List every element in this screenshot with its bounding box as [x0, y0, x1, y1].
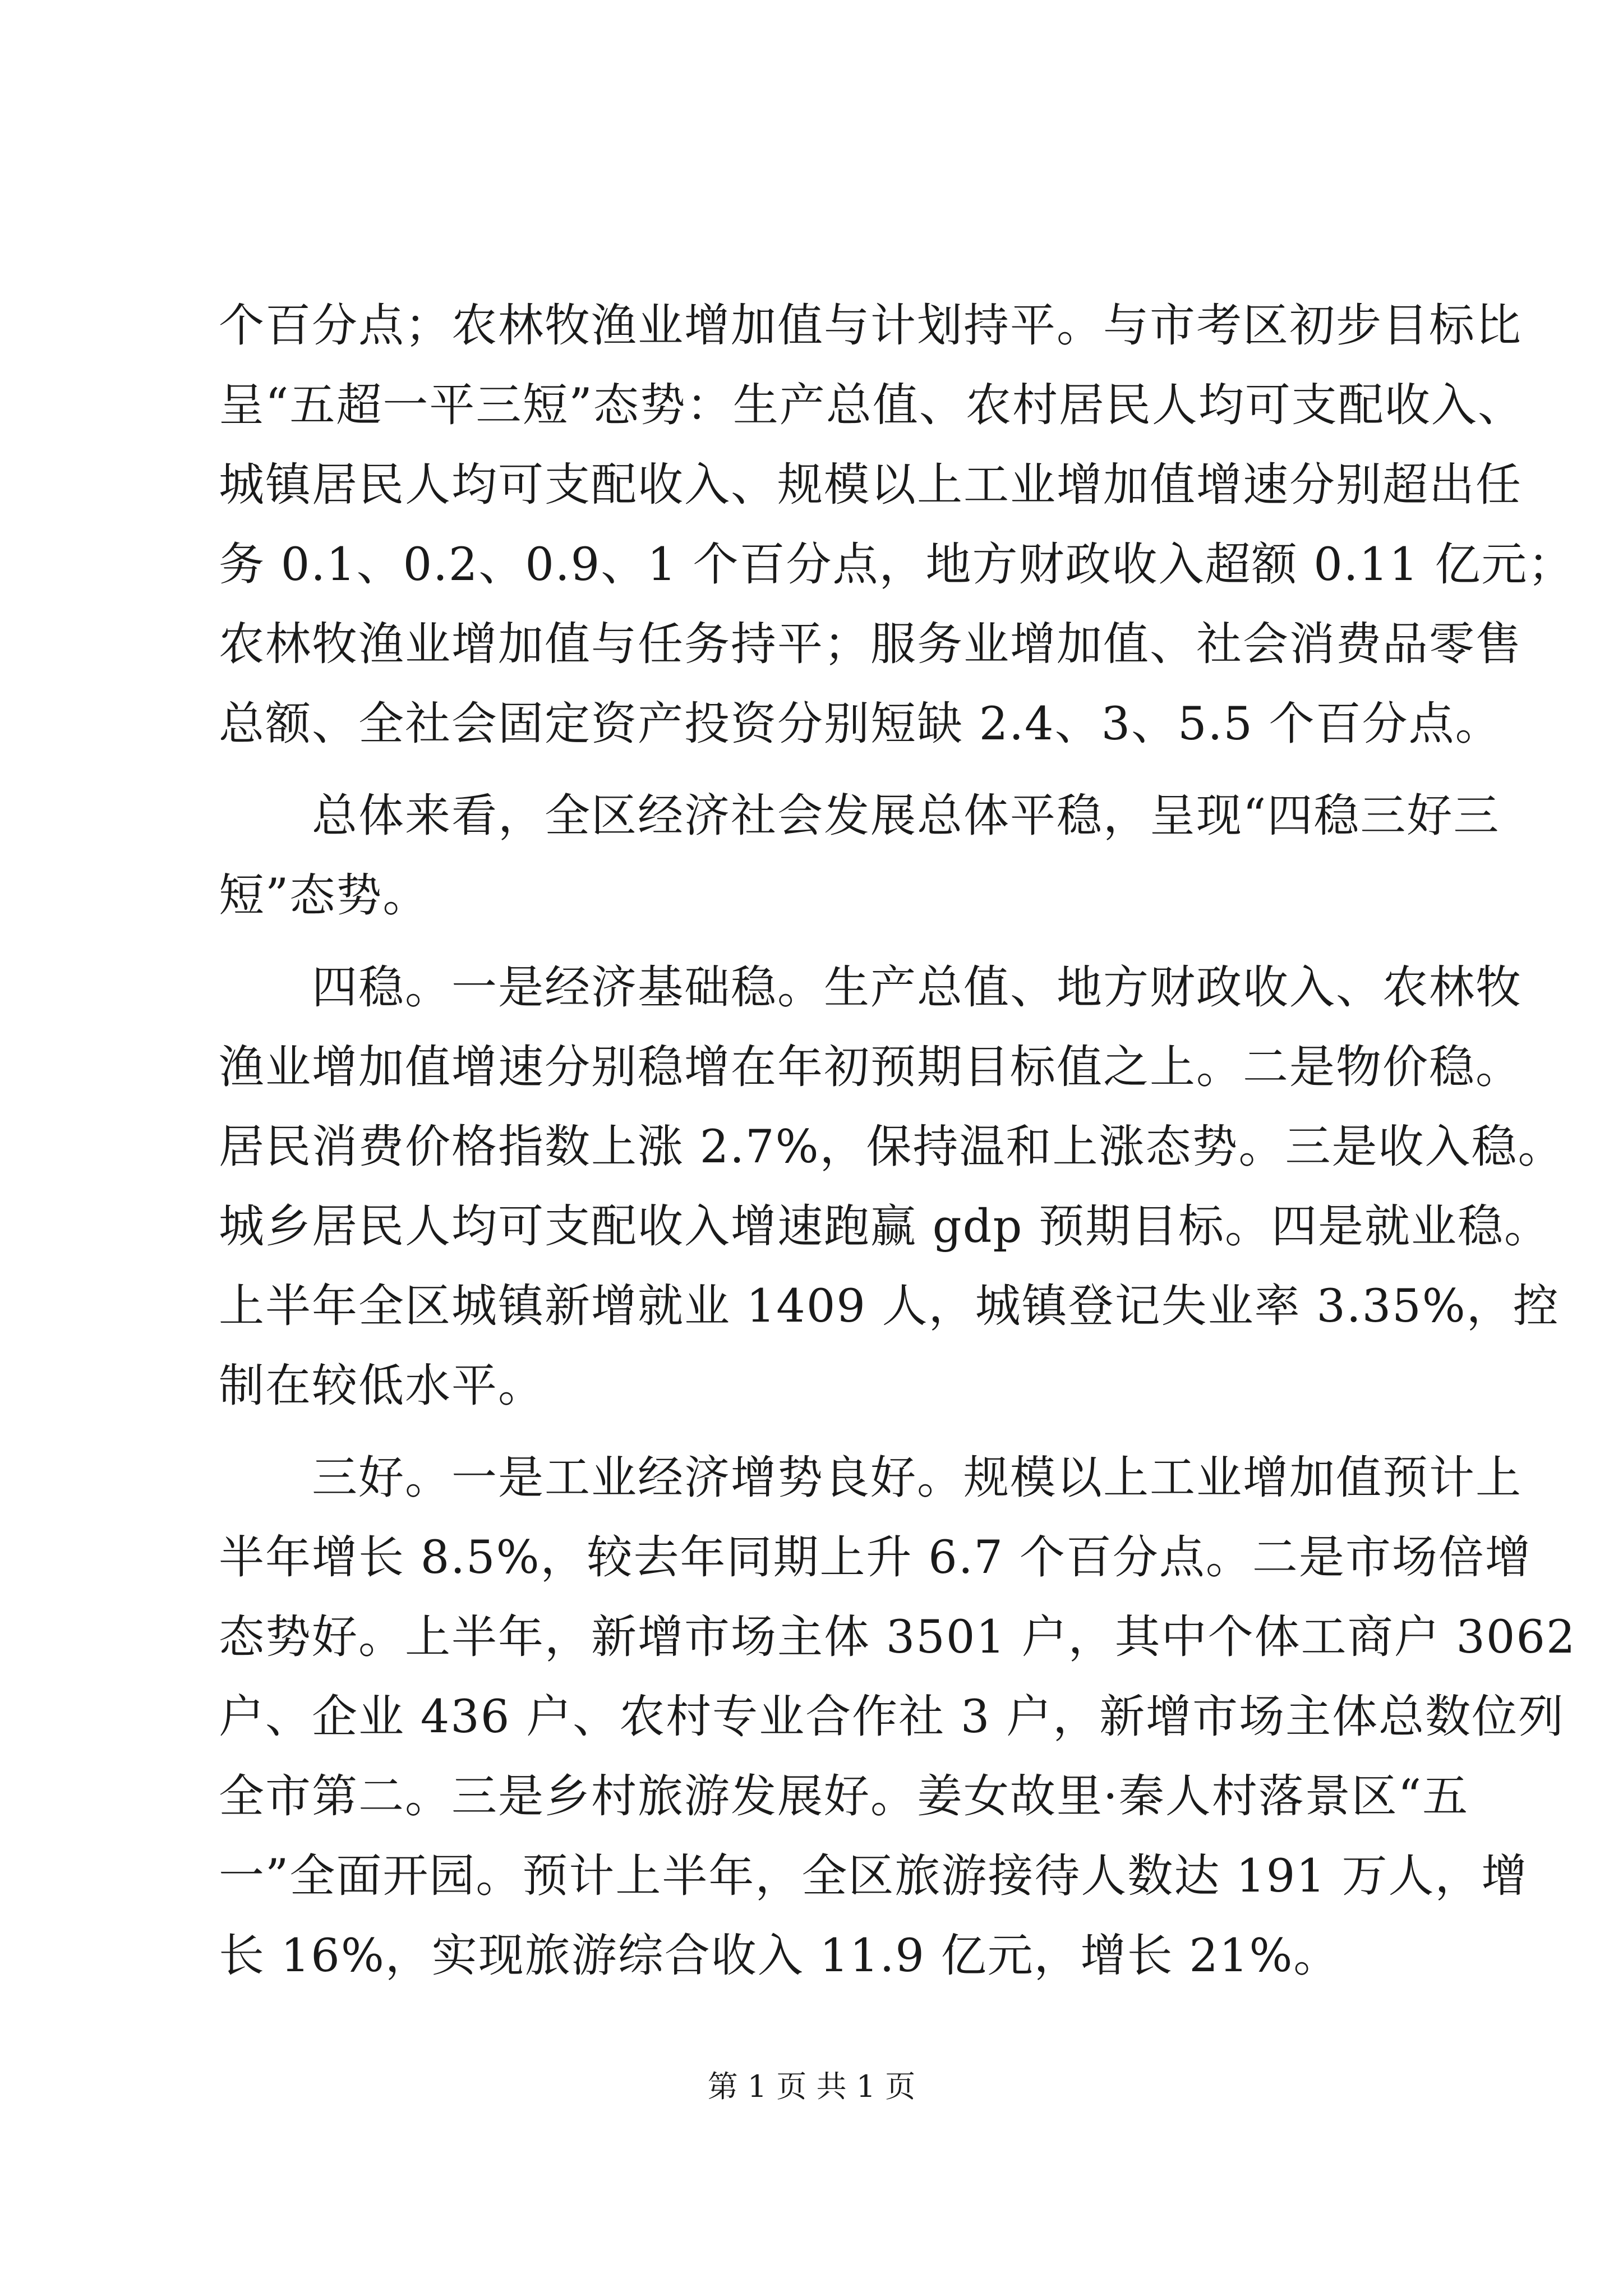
text-line: 态势好。上半年，新增市场主体 3501 户，其中个体工商户 3062 [219, 1611, 1576, 1664]
text-line: 总体来看，全区经济社会发展总体平稳，呈现“四稳三好三 [219, 790, 1500, 843]
paragraph [219, 948, 1565, 1426]
text-line: 呈“五超一平三短”态势：生产总值、农村居民人均可支配收入、 [219, 379, 1524, 432]
text-line: 制在较低水平。 [219, 1360, 545, 1412]
text-line: 个百分点；农林牧渔业增加值与计划持平。与市考区初步目标比 [219, 300, 1523, 352]
text-line: 户、企业 436 户、农村专业合作社 3 户，新增市场主体总数位列 [219, 1691, 1565, 1743]
text-line: 农林牧渔业增加值与任务持平；服务业增加值、社会消费品零售 [219, 618, 1523, 671]
text-line: 渔业增加值增速分别稳增在年初预期目标值之上。二是物价稳。 [219, 1041, 1523, 1094]
text-line: 务 0.1、0.2、0.9、1 个百分点，地方财政收入超额 0.11 亿元； [219, 539, 1575, 591]
text-line: 全市第二。三是乡村旅游发展好。姜女故里·秦人村落景区“五 [219, 1770, 1469, 1823]
document-body [219, 286, 1576, 1996]
paragraph [219, 776, 1500, 936]
text-line: 长 16%，实现旅游综合收入 11.9 亿元，增长 21%。 [219, 1930, 1340, 1982]
text-line: 居民消费价格指数上涨 2.7%，保持温和上涨态势。三是收入稳。 [219, 1121, 1565, 1174]
text-line: 上半年全区城镇新增就业 1409 人，城镇登记失业率 3.35%，控 [219, 1280, 1560, 1333]
text-line: 总额、全社会固定资产投资分别短缺 2.4、3、5.5 个百分点。 [219, 698, 1502, 751]
page-footer: 第 1 页 共 1 页 [707, 2069, 916, 2104]
text-line: 一”全面开园。预计上半年，全区旅游接待人数达 191 万人，增 [219, 1850, 1528, 1903]
text-line: 半年增长 8.5%，较去年同期上升 6.7 个百分点。二是市场倍增 [219, 1531, 1532, 1584]
paragraph [219, 286, 1575, 764]
text-line: 城乡居民人均可支配收入增速跑赢 gdp 预期目标。四是就业稳。 [219, 1200, 1551, 1253]
text-line: 三好。一是工业经济增势良好。规模以上工业增加值预计上 [219, 1452, 1523, 1504]
paragraph [219, 1438, 1576, 1996]
text-line: 短”态势。 [219, 869, 430, 922]
text-line: 城镇居民人均可支配收入、规模以上工业增加值增速分别超出任 [219, 459, 1523, 512]
text-line: 四稳。一是经济基础稳。生产总值、地方财政收入、农林牧 [219, 961, 1523, 1014]
